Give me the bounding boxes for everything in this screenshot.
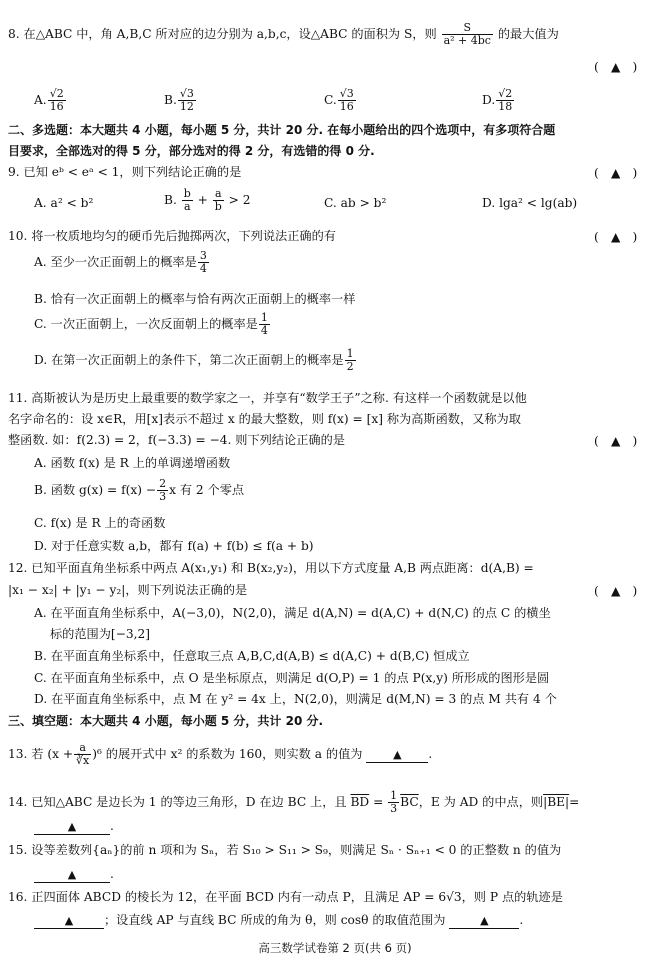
q12-option-d: D. 在平面直角坐标系中，点 M 在 y² = 4x 上，N(2,0)，则满足 d(M,N) = 3 的点 M 共有 4 个 [34,692,557,706]
q16-answer-blank-1[interactable]: ▲ [34,913,104,929]
q10-option-a: A. 至少一次正面朝上的概率是 $\frac{3}{4}$ [34,249,207,275]
q12-option-c: C. 在平面直角坐标系中，点 O 是坐标原点，则满足 d(O,P) = 1 的点 P(x,y) 所形成的图形是圆 [34,671,550,685]
q12-answer-mark: ( ▲ ) [594,584,638,598]
q9-answer-mark: ( ▲ ) [594,166,638,180]
q14-stem: 14. 已知△ABC 是边长为 1 的等边三角形，D 在边 BC 上，且 $\overline{BD}$ = $\frac{1}{3}$ $\overline{BC}$，E 为 AD 的中点，则|BE|= [8,789,580,815]
q11-line3: 整函数. 如：f(2.3) = 2，f(−3.3) = −4. 则下列结论正确的是 [8,433,345,447]
q11-option-b: B. 函数 g(x) = f(x) − $\frac{2}{3}$ x 有 2 个零点 [34,477,245,503]
q13-answer-blank[interactable]: ▲ [366,747,428,763]
q9-stem: 9. 已知 eᵇ < eᵃ < 1，则下列结论正确的是 [8,165,242,179]
q8-stem: 8. 在△ABC 中，角 A,B,C 所对应的边分别为 a,b,c，设△ABC 的面积为 S，则 $\frac{S}{\text{a² + 4bc}}$ 的最大值为 [8,21,559,47]
q12-line2: |x₁ − x₂| + |y₁ − y₂|，则下列说法正确的是 [8,583,248,597]
q12-option-a-line2: 标的范围为[−3,2] [50,627,151,641]
section3-heading: 三、填空题：本大题共 4 小题，每小题 5 分，共计 20 分. [8,714,324,728]
q15-answer-blank[interactable]: ▲ [34,867,110,883]
q12-option-a-line1: A. 在平面直角坐标系中，A(−3,0)，N(2,0)，满足 d(A,N) = d(A,C) + d(N,C) 的点 C 的横坐 [34,606,551,620]
q11-line1: 11. 高斯被认为是历史上最重要的数学家之一，并享有“数学王子”之称. 有这样一个函数就是以他 [8,391,527,405]
q8-option-c: C. $\frac{√3}{16}$ [324,87,354,113]
q8-option-b: B. $\frac{√3}{12}$ [164,87,194,113]
q16-answer-blank-2[interactable]: ▲ [449,913,519,929]
q10-option-b: B. 恰有一次正面朝上的概率与恰有两次正面朝上的概率一样 [34,292,356,306]
q8-option-a: A. $\frac{√2}{16}$ [34,87,64,113]
q8-fraction: $\frac{S}{\text{a² + 4bc}}$ [443,21,491,47]
q9-option-a: A. a² < b² [34,196,94,210]
q11-answer-mark: ( ▲ ) [594,434,638,448]
q16-stem: 16. 正四面体 ABCD 的棱长为 12，在平面 BCD 内有一动点 P，且满足 AP = 6√3，则 P 点的轨迹是 [8,890,563,904]
section2-heading-line1: 二、多选题：本大题共 4 小题，每小题 5 分，共计 20 分. 在每小题给出的四个选项中，有多项符合题 [8,123,556,137]
q14-answer-line: ▲ . [34,818,114,835]
section2-heading-line2: 目要求，全部选对的得 5 分，部分选对的得 2 分，有选错的得 0 分. [8,144,375,158]
q10-option-c: C. 一次正面朝上，一次反面朝上的概率是 $\frac{1}{4}$ [34,311,268,337]
q10-answer-mark: ( ▲ ) [594,230,638,244]
q11-option-a: A. 函数 f(x) 是 R 上的单调递增函数 [34,456,231,470]
page-footer: 高三数学试卷第 2 页(共 6 页) [258,941,412,955]
q15-answer-line: ▲ . [34,866,114,883]
q11-option-c: C. f(x) 是 R 上的奇函数 [34,516,166,530]
q16-answer-line: ▲ ；设直线 AP 与直线 BC 所成的角为 θ，则 cosθ 的取值范围为 ▲ . [34,912,523,929]
q8-answer-mark: ( ▲ ) [594,60,638,74]
q8-option-d: D. $\frac{√2}{18}$ [482,87,513,113]
q10-option-d: D. 在第一次正面朝上的条件下，第二次正面朝上的概率是 $\frac{1}{2}$ [34,347,354,373]
q11-option-d: D. 对于任意实数 a,b，都有 f(a) + f(b) ≤ f(a + b) [34,539,314,553]
q11-line2: 名字命名的：设 x∈R，用[x]表示不超过 x 的最大整数，则 f(x) = [x] 称为高斯函数，又称为取 [8,412,521,426]
q10-stem: 10. 将一枚质地均匀的硬币先后抛掷两次，下列说法正确的有 [8,229,336,243]
q12-option-b: B. 在平面直角坐标系中，任意取三点 A,B,C,d(A,B) ≤ d(A,C) + d(B,C) 恒成立 [34,649,470,663]
q9-option-b: B. $\frac{b}{a}$ + $\frac{a}{b}$ > 2 [164,187,251,213]
q14-answer-blank[interactable]: ▲ [34,819,110,835]
q9-option-d: D. lga² < lg(ab) [482,196,578,210]
q13-stem: 13. 若 (x + $\frac{a}{∛x}$ )⁶ 的展开式中 x² 的系数为 160，则实数 a 的值为 ▲ . [8,741,433,767]
q15-stem: 15. 设等差数列{aₙ}的前 n 项和为 Sₙ，若 S₁₀ > S₁₁ > S₉，则满足 Sₙ · Sₙ₊₁ < 0 的正整数 n 的值为 [8,843,562,857]
q12-line1: 12. 已知平面直角坐标系中两点 A(x₁,y₁) 和 B(x₂,y₂)，用以下方式度量 A,B 两点距离：d(A,B) = [8,561,534,575]
q9-option-c: C. ab > b² [324,196,387,210]
